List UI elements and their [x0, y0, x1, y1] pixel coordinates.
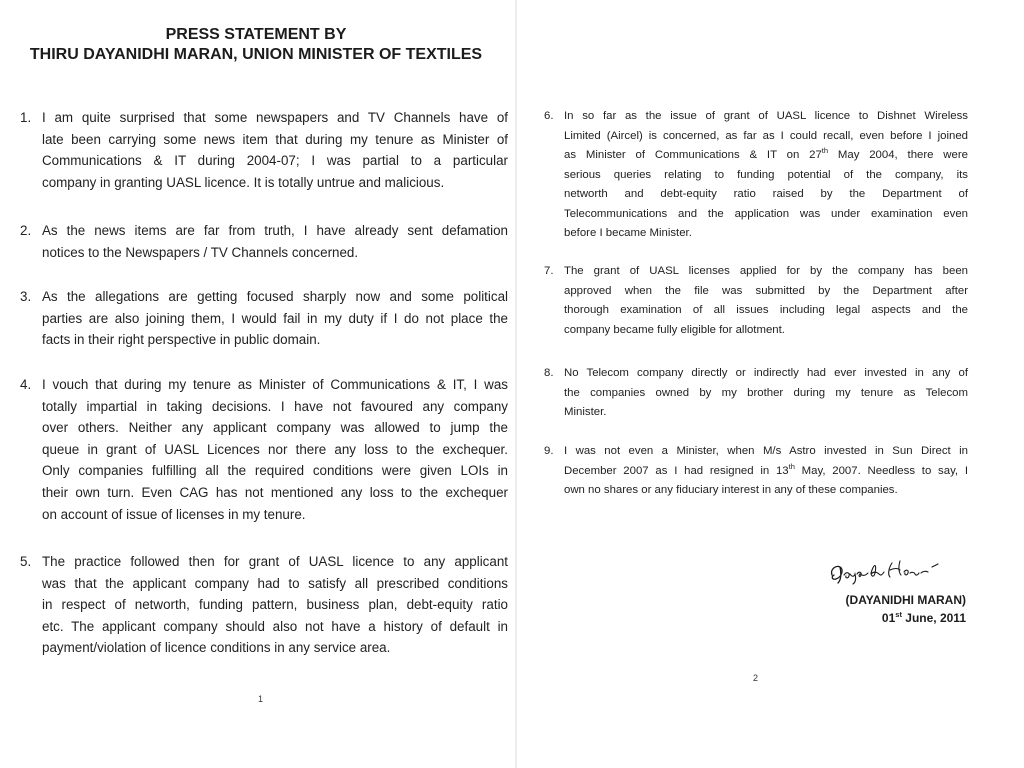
- page-number: 2: [753, 673, 759, 683]
- text-line: serious queries relating to funding potential of the company, its: [564, 168, 968, 181]
- text-line: I was not even a Minister, when M/s Astro invested in Sun Direct in: [564, 445, 968, 457]
- text-line: their own turn. Even CAG has not mentioned any loss to the exchequer: [42, 484, 508, 500]
- text-line: As the news items are far from truth, I have already sent defamation: [42, 223, 508, 238]
- text-segment: May 2004, there were: [828, 149, 968, 161]
- date-ordinal: st: [895, 610, 902, 619]
- text-line: [564, 146, 968, 166]
- text-line: Minister.: [564, 406, 607, 418]
- paragraph-4: [20, 374, 508, 525]
- paragraph-7: [544, 262, 968, 340]
- superscript: th: [788, 461, 795, 471]
- text-line: totally impartial in taking decisions. I have not favoured any company: [42, 398, 508, 414]
- paragraph-6: [544, 107, 968, 244]
- paragraph-text: [42, 286, 508, 351]
- paragraph-2: [20, 220, 508, 263]
- signature: [826, 553, 966, 587]
- paragraph-5: [20, 551, 508, 659]
- signatory-name: (DAYANIDHI MARAN): [845, 593, 966, 607]
- paragraph-text: [42, 374, 508, 525]
- text-line: Only companies fulfilling all the required conditions were given LOIs in: [42, 463, 508, 479]
- text-line: etc. The applicant company should also not have a history of default in: [42, 618, 508, 634]
- text-line: In so far as the issue of grant of UASL licence to Dishnet Wireless: [564, 110, 968, 122]
- text-line: before I became Minister.: [564, 227, 692, 239]
- paragraph-text: [42, 551, 508, 659]
- text-line: No Telecom company directly or indirectly had ever invested in any of: [564, 367, 968, 379]
- statement-date: [806, 608, 966, 628]
- text-line: Telecommunications and the application was under examination even: [564, 207, 968, 220]
- text-line: queue in grant of UASL Licences nor there any loss to the exchequer.: [42, 441, 508, 457]
- paragraph-number: 3.: [20, 289, 32, 304]
- text-line: was that the applicant company had to satisfy all prescribed conditions: [42, 575, 508, 591]
- paragraph-text: [564, 262, 968, 340]
- paragraph-number: 6.: [544, 110, 554, 122]
- paragraph-text: [564, 364, 968, 423]
- paragraph-text: [564, 107, 968, 244]
- text-line: Limited (Aircel) is concerned, as far as I could recall, even before I joined: [564, 129, 968, 142]
- text-line: payment/violation of licence conditions in any service area.: [42, 640, 391, 656]
- text-line: I am quite surprised that some newspapers and TV Channels have of: [42, 110, 508, 125]
- paragraph-3: [20, 286, 508, 351]
- text-line: on account of issue of licenses in my tenure.: [42, 506, 306, 522]
- paragraph-text: [564, 442, 968, 501]
- title-line-2: THIRU DAYANIDHI MARAN, UNION MINISTER OF TEXTILES: [29, 46, 483, 63]
- paragraph-number: 9.: [544, 445, 554, 457]
- text-line: The practice followed then for grant of UASL licence to any applicant: [42, 554, 508, 569]
- page-fold: [515, 0, 517, 768]
- text-line: notices to the Newspapers / TV Channels concerned.: [42, 244, 359, 260]
- text-line: As the allegations are getting focused sharply now and some political: [42, 289, 508, 304]
- text-segment: May, 2007. Needless to say, I: [794, 464, 969, 477]
- paragraph-number: 8.: [544, 367, 554, 379]
- text-line: The grant of UASL licenses applied for by the company has been: [564, 265, 968, 277]
- page-number: 1: [258, 694, 264, 704]
- text-line: parties are also joining them, I would fail in my duty if I do not place the: [42, 310, 508, 326]
- text-line: thorough examination of all issues including legal aspects and the: [564, 304, 968, 316]
- text-line: networth and debt-equity ratio raised by the Department of: [564, 188, 968, 200]
- text-line: approved when the file was submitted by the Department after: [564, 284, 968, 297]
- text-line: facts in their right perspective in public domain.: [42, 332, 321, 348]
- text-line: own no shares or any fiduciary interest in any of these companies.: [564, 484, 898, 496]
- superscript: th: [821, 146, 829, 155]
- paragraph-8: [544, 364, 968, 423]
- paragraph-1: [20, 107, 508, 193]
- date-rest: June, 2011: [901, 611, 966, 625]
- paragraph-number: 1.: [20, 110, 32, 125]
- text-segment: December 2007 as I had resigned in 13: [564, 464, 789, 477]
- paragraph-number: 7.: [544, 265, 554, 277]
- paragraph-number: 5.: [20, 554, 32, 569]
- paragraph-9: [544, 442, 968, 501]
- paragraph-text: [42, 107, 508, 193]
- text-line: company became fully eligible for allotment.: [564, 323, 785, 336]
- text-line: in respect of networth, funding pattern, business plan, debt-equity ratio: [42, 597, 508, 613]
- paragraph-text: [42, 220, 508, 263]
- paragraph-number: 2.: [20, 223, 32, 238]
- text-line: the companies owned by my brother during my tenure as Telecom: [564, 386, 968, 399]
- text-line: company in granting UASL licence. It is totally untrue and malicious.: [42, 174, 445, 190]
- paragraph-number: 4.: [20, 377, 32, 392]
- title-line-1: PRESS STATEMENT BY: [165, 26, 347, 43]
- text-line: Communications & IT during 2004-07; I was partial to a particular: [42, 153, 508, 169]
- text-line: late been carrying some news item that during my tenure as Minister of: [42, 131, 508, 147]
- date-day: 01: [881, 611, 896, 625]
- text-line: [564, 462, 968, 482]
- text-segment: as Minister of Communications & IT on 27: [564, 149, 822, 161]
- text-line: over others. Neither any applicant company was allowed to jump the: [42, 420, 508, 436]
- text-line: I vouch that during my tenure as Minister of Communications & IT, I was: [42, 377, 508, 392]
